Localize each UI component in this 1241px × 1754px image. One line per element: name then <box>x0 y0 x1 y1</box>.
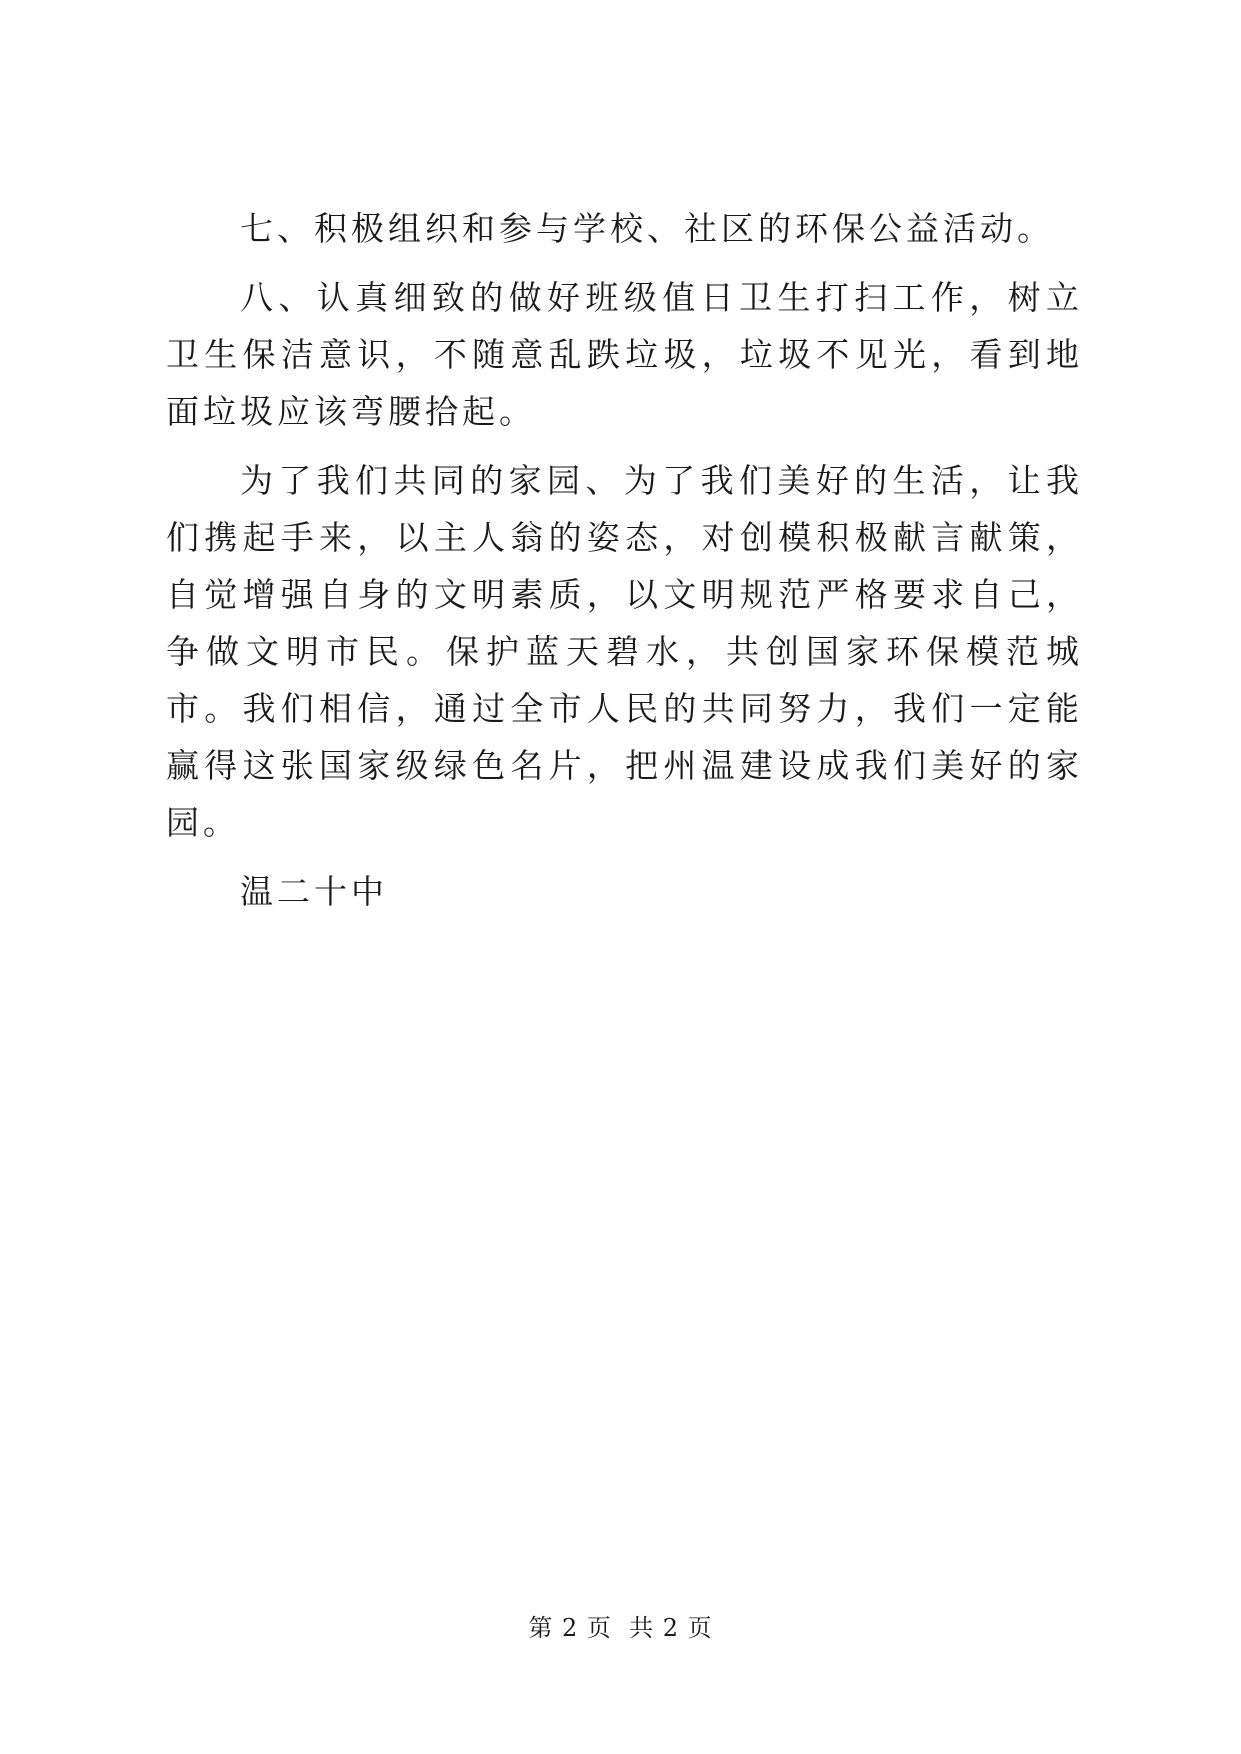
page-footer <box>0 1612 1241 1644</box>
signature-school: 温二十中 <box>240 872 388 911</box>
paragraph-item-eight: 八、认真细致的做好班级值日卫生打扫工作，树立卫生保洁意识，不随意乱跌垃圾，垃圾不见光，看到地面垃圾应该弯腰拾起。 <box>166 278 1083 431</box>
page-number: 第 2 页 <box>528 1614 612 1642</box>
page-total: 共 2 页 <box>629 1614 713 1642</box>
paragraph-closing-appeal: 为了我们共同的家园、为了我们美好的生活，让我们携起手来，以主人翁的姿态，对创模积极献言献策，自觉增强自身的文明素质，以文明规范严格要求自己，争做文明市民。保护蓝天碧水，共创国家环保模范城市。我们相信，通过全市人民的共同努力，我们一定能赢得这张国家级绿色名片，把州温建设成我们美好的家园。 <box>166 461 1083 842</box>
document-body <box>166 200 1083 932</box>
paragraph-item-seven: 七、积极组织和参与学校、社区的环保公益活动。 <box>240 209 1054 248</box>
footer-spacer <box>612 1614 629 1642</box>
